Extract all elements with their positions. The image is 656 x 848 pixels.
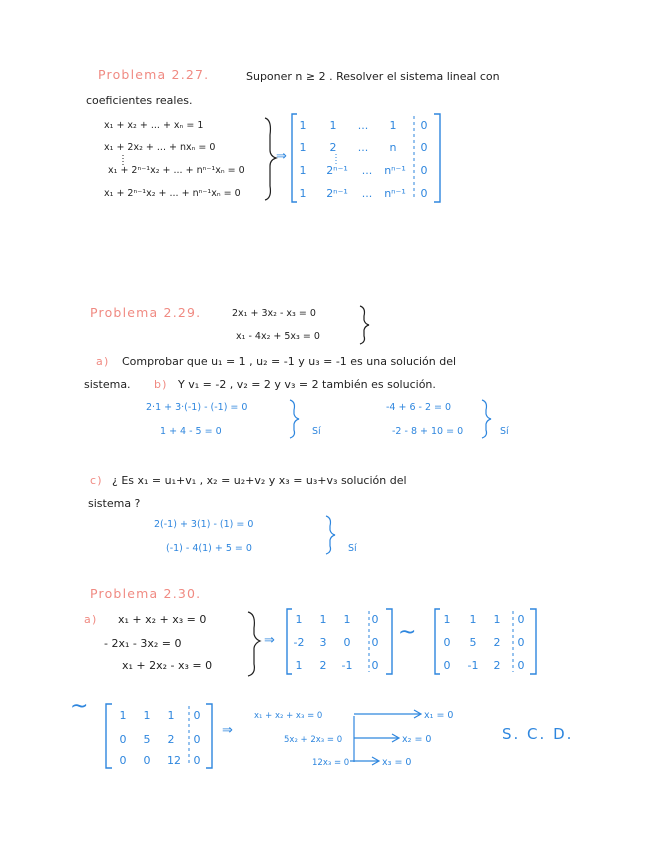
p230-m1-r2c3: 0 <box>343 636 351 649</box>
p230-matrix1-left-bracket <box>287 609 292 674</box>
p227-m-r4c2: 2ⁿ⁻¹ <box>326 187 348 200</box>
p227-m-r4c4: nⁿ⁻¹ <box>384 187 406 200</box>
p229-si-a: Sí <box>312 426 321 437</box>
p227-m-r3c4: nⁿ⁻¹ <box>384 164 406 177</box>
p227-m-r1c2: 1 <box>329 119 337 132</box>
p229-title: Problema 2.29. <box>90 305 202 320</box>
p229-a-label: a) <box>96 355 110 368</box>
p230-result-eq2: 5x₂ + 2x₃ = 0 <box>284 735 343 745</box>
p227-m-r2c5: 0 <box>420 141 428 154</box>
p230-m3-r1c2: 1 <box>143 709 151 722</box>
p227-m-r3c1: 1 <box>299 164 307 177</box>
p227-statement-line2: coeficientes reales. <box>86 94 193 107</box>
p230-m3-r1c3: 1 <box>167 709 175 722</box>
p230-m2-r2c3: 2 <box>493 636 501 649</box>
p227-matrix-left-bracket <box>292 114 297 202</box>
p227-m-r4c1: 1 <box>299 187 307 200</box>
p229-si-c: Sí <box>348 543 357 554</box>
p229-eq1: 2x₁ + 3x₂ - x₃ = 0 <box>232 308 316 319</box>
p230-a-label: a) <box>84 613 98 626</box>
p230-implies-arrow-2: ⇒ <box>222 723 233 738</box>
p230-title: Problema 2.30. <box>90 586 202 601</box>
p227-m-r3c2: 2ⁿ⁻¹ <box>326 164 348 177</box>
p229-check-a2: 1 + 4 - 5 = 0 <box>160 426 222 437</box>
p230-eq1: x₁ + x₂ + x₃ = 0 <box>118 613 207 626</box>
p230-matrix2-left-bracket <box>435 609 440 674</box>
p230-m2-r1c4: 0 <box>517 613 525 626</box>
p230-matrix1-right-bracket <box>386 609 392 674</box>
p230-m3-r3c2: 0 <box>143 754 151 767</box>
p230-matrix3-left-bracket <box>106 704 112 768</box>
p230-m1-r1c2: 1 <box>319 613 327 626</box>
p230-m3-r3c1: 0 <box>119 754 127 767</box>
p227-m-r2c2: 2 <box>329 141 337 154</box>
p229-c-label: c) <box>90 474 103 487</box>
p227-m-r3c5: 0 <box>420 164 428 177</box>
p229-si-b: Sí <box>500 426 509 437</box>
p227-implies-arrow: ⇒ <box>276 149 287 164</box>
p229-a-text2: sistema. <box>84 378 131 391</box>
p230-system-brace <box>248 612 260 676</box>
p229-check-a1: 2·1 + 3·(-1) - (-1) = 0 <box>146 402 248 413</box>
p227-system-brace <box>265 118 276 200</box>
p229-b-text: Y v₁ = -2 , v₂ = 2 y v₃ = 2 también es solución. <box>178 378 436 391</box>
p230-equivalence-tilde-2: ~ <box>70 694 89 719</box>
p230-m1-r1c4: 0 <box>371 613 379 626</box>
p229-check-b-brace <box>482 400 491 438</box>
p230-solution-x2: x₂ = 0 <box>402 734 432 745</box>
p230-eq2: - 2x₁ - 3x₂ = 0 <box>104 637 182 650</box>
p229-check-b2: -2 - 8 + 10 = 0 <box>392 426 464 437</box>
p227-m-r4c5: 0 <box>420 187 428 200</box>
p230-m3-r2c2: 5 <box>143 733 151 746</box>
p227-m-r4c3: ... <box>361 187 373 200</box>
p229-check-b1: -4 + 6 - 2 = 0 <box>386 402 452 413</box>
p230-matrix3-right-bracket <box>206 704 212 768</box>
p227-m-r1c3: ... <box>357 119 369 132</box>
p230-solution-x1: x₁ = 0 <box>424 710 454 721</box>
p230-m2-r2c1: 0 <box>443 636 451 649</box>
p230-scd-label: S. C. D. <box>502 725 574 743</box>
p227-m-r1c5: 0 <box>420 119 428 132</box>
p230-m1-r2c4: 0 <box>371 636 379 649</box>
p230-m3-r2c3: 2 <box>167 733 175 746</box>
p229-check-a-brace <box>290 400 299 438</box>
p230-m3-r1c1: 1 <box>119 709 127 722</box>
p230-m3-r2c4: 0 <box>193 733 201 746</box>
p230-equivalence-tilde-1: ~ <box>398 620 417 645</box>
p230-m3-r3c4: 0 <box>193 754 201 767</box>
p230-m1-r1c3: 1 <box>343 613 351 626</box>
p227-matrix-right-bracket <box>434 114 440 202</box>
p230-m2-r3c3: 2 <box>493 659 501 672</box>
p227-m-r1c4: 1 <box>389 119 397 132</box>
p230-m3-r3c3: 12 <box>167 754 181 767</box>
p230-m1-r2c2: 3 <box>319 636 327 649</box>
p230-m2-r2c2: 5 <box>469 636 477 649</box>
p227-statement-line1: Suponer n ≥ 2 . Resolver el sistema lineal con <box>246 70 500 83</box>
p227-m-r1c1: 1 <box>299 119 307 132</box>
p230-m3-r1c4: 0 <box>193 709 201 722</box>
p227-m-r2c4: n <box>389 141 397 154</box>
p230-m2-r3c2: -1 <box>467 659 479 672</box>
p229-check-c2: (-1) - 4(1) + 5 = 0 <box>166 543 252 554</box>
p230-m1-r3c4: 0 <box>371 659 379 672</box>
p227-eq4: x₁ + 2ⁿ⁻¹x₂ + ... + nⁿ⁻¹xₙ = 0 <box>104 188 241 199</box>
p227-eq1: x₁ + x₂ + ... + xₙ = 1 <box>104 120 204 131</box>
p230-m1-r1c1: 1 <box>295 613 303 626</box>
p227-m-r3c3: ... <box>361 164 373 177</box>
p227-m-r2c3: ... <box>357 141 369 154</box>
p230-m2-r3c4: 0 <box>517 659 525 672</box>
p230-solution-x3: x₃ = 0 <box>382 757 412 768</box>
p229-system-brace <box>360 306 369 344</box>
p230-m2-r3c1: 0 <box>443 659 451 672</box>
p230-m1-r3c1: 1 <box>295 659 303 672</box>
p227-title: Problema 2.27. <box>98 67 210 82</box>
p230-m1-r3c2: 2 <box>319 659 327 672</box>
p227-m-r2c1: 1 <box>299 141 307 154</box>
p229-check-c1: 2(-1) + 3(1) - (1) = 0 <box>154 519 254 530</box>
p229-b-label: b) <box>154 378 168 391</box>
p227-eq2: x₁ + 2x₂ + ... + nxₙ = 0 <box>104 142 216 153</box>
p230-implies-arrow: ⇒ <box>264 633 275 648</box>
p230-matrix2-right-bracket <box>530 609 536 674</box>
p229-a-text: Comprobar que u₁ = 1 , u₂ = -1 y u₃ = -1 es una solución del <box>122 355 457 368</box>
p230-m2-r1c1: 1 <box>443 613 451 626</box>
p230-eq3: x₁ + 2x₂ - x₃ = 0 <box>122 659 213 672</box>
p229-eq2: x₁ - 4x₂ + 5x₃ = 0 <box>236 331 320 342</box>
p227-eq3: x₁ + 2ⁿ⁻¹x₂ + ... + nⁿ⁻¹xₙ = 0 <box>108 165 245 176</box>
p229-check-c-brace <box>326 516 335 554</box>
p230-result-eq3: 12x₃ = 0 <box>312 758 350 768</box>
p230-m2-r1c2: 1 <box>469 613 477 626</box>
p229-c-text: ¿ Es x₁ = u₁+v₁ , x₂ = u₂+v₂ y x₃ = u₃+v₃ solución del <box>112 474 407 487</box>
p230-m1-r2c1: -2 <box>293 636 305 649</box>
p230-m2-r1c3: 1 <box>493 613 501 626</box>
p230-m2-r2c4: 0 <box>517 636 525 649</box>
p229-c-text2: sistema ? <box>88 497 141 510</box>
p230-m1-r3c3: -1 <box>341 659 353 672</box>
p230-m3-r2c1: 0 <box>119 733 127 746</box>
p230-result-eq1: x₁ + x₂ + x₃ = 0 <box>254 711 323 721</box>
